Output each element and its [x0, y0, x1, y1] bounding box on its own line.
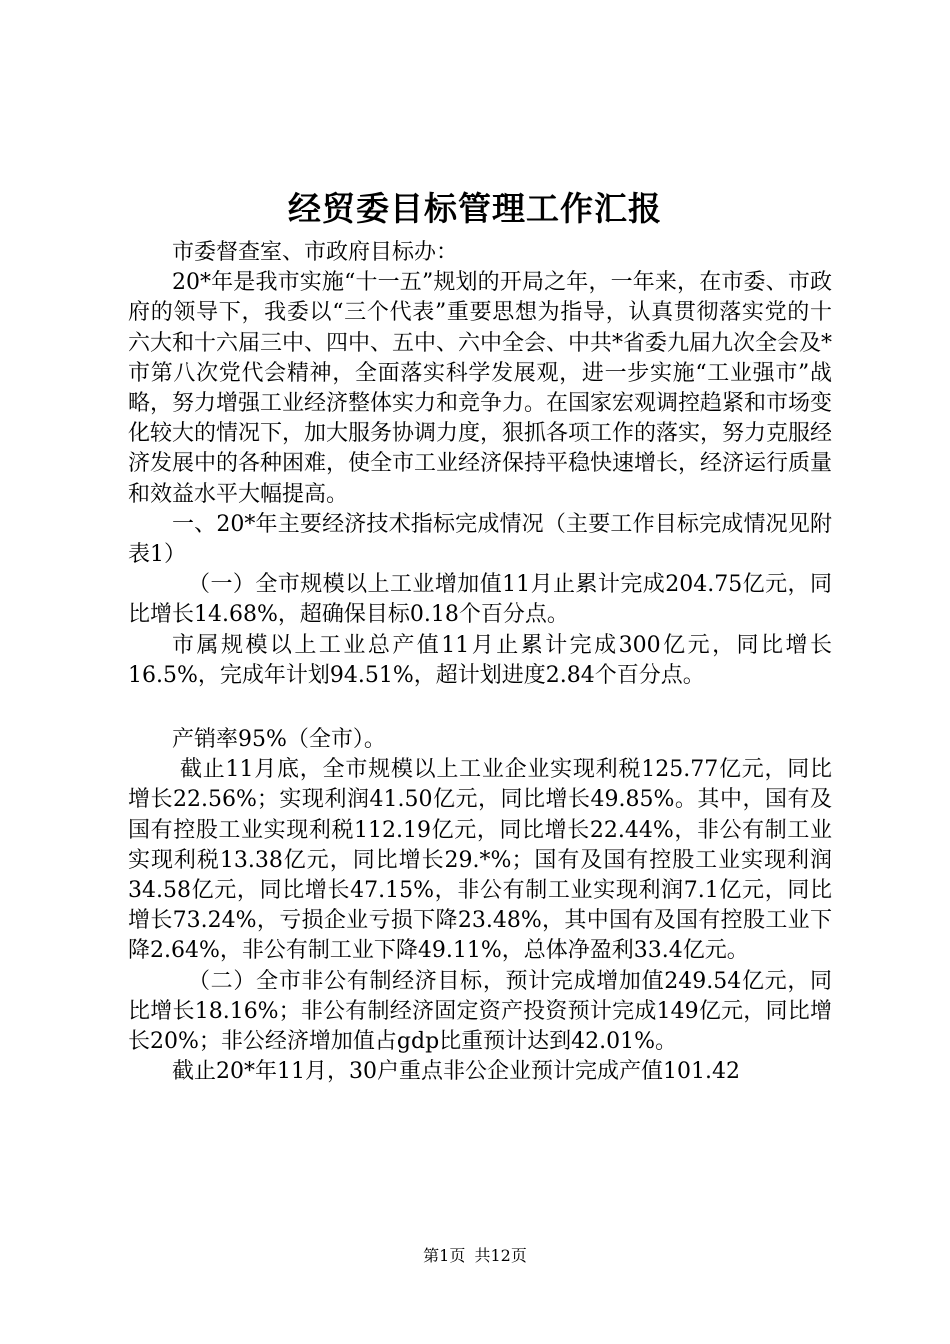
document-body — [128, 238, 832, 1087]
page-number: 第1页 — [423, 1246, 466, 1265]
salutation-paragraph: 市委督查室、市政府目标办： — [172, 240, 459, 265]
page-total: 共12页 — [474, 1246, 527, 1265]
profit-tax-paragraph: 截止11月底，全市规模以上工业企业实现利税125.77亿元，同比增长22.56%；实现利润41.50亿元，同比增长49.85%。其中，国有及国有控股工业实现利税112.19亿元，同比增长22.44%，非公有制工业实现利税13.38亿元，同比增长29.*%；国有及国有控股工业实现利润34.58亿元，同比增长47.15%，非公有制工业实现利润7.1亿元，同比增长73.24%，亏损企业亏损下降23.48%，其中国有及国有控股工业下降2.64%，非公有制工业下降49.11%，总体净盈利33.4亿元。 — [128, 757, 832, 964]
output-value-paragraph: 市属规模以上工业总产值11月止累计完成300亿元，同比增长16.5%，完成年计划94.51%，超计划进度2.84个百分点。 — [128, 632, 832, 688]
sales-rate-paragraph: 产销率95%（全市）。 — [172, 727, 386, 753]
key-enterprises-paragraph: 截止20*年11月，30户重点非公企业预计完成产值101.42 — [172, 1059, 740, 1085]
section-heading-1: 一、20*年主要经济技术指标完成情况（主要工作目标完成情况见附表1） — [128, 511, 832, 568]
page-footer — [0, 1245, 950, 1267]
intro-paragraph: 20*年是我市实施“十一五”规划的开局之年，一年来，在市委、市政府的领导下，我委以“三个代表”重要思想为指导，认真贯彻落实党的十六大和十六届三中、四中、五中、六中全会、中共*省委九届九次全会及*市第八次党代会精神，全面落实科学发展观，进一步实施“工业强市”战略，努力增强工业经济整体实力和竞争力。在国家宏观调控趋紧和市场变化较大的情况下，加大服务协调力度，狠抓各项工作的落实，努力克服经济发展中的各种困难，使全市工业经济保持平稳快速增长，经济运行质量和效益水平大幅提高。 — [128, 270, 833, 507]
document-title: 经贸委目标管理工作汇报 — [288, 189, 662, 228]
item-2-paragraph: （二）全市非公有制经济目标，预计完成增加值249.54亿元，同比增长18.16%；非公有制经济固定资产投资预计完成149亿元，同比增长20%；非公经济增加值占gdp比重预计达到42.01%。 — [128, 968, 832, 1055]
paragraph-gap — [128, 691, 832, 725]
item-1-paragraph: （一）全市规模以上工业增加值11月止累计完成204.75亿元，同比增长14.68%，超确保目标0.18个百分点。 — [128, 572, 832, 628]
